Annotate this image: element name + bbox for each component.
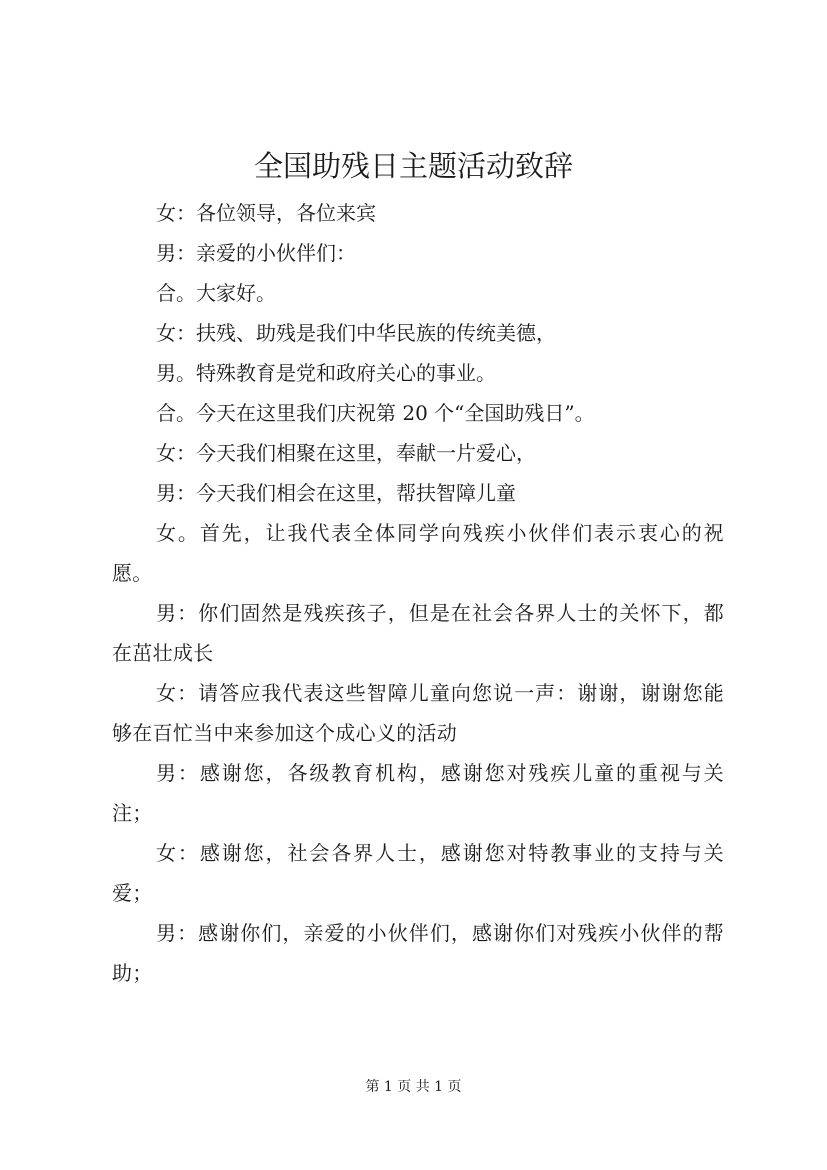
paragraph: 合。大家好。 — [156, 281, 276, 305]
paragraph: 女。首先，让我代表全体同学向残疾小伙伴们表示衷心的祝愿。 — [112, 521, 724, 585]
paragraph: 女：感谢您，社会各界人士，感谢您对特教事业的支持与关爱； — [112, 841, 724, 905]
paragraph: 男：亲爱的小伙伴们： — [156, 241, 356, 265]
paragraph: 男：感谢您，各级教育机构，感谢您对残疾儿童的重视与关注； — [112, 761, 724, 825]
paragraph: 男：今天我们相会在这里，帮扶智障儿童 — [156, 481, 516, 505]
page-footer: 第 1 页 共 1 页 — [365, 1079, 462, 1095]
paragraph: 女：请答应我代表这些智障儿童向您说一声：谢谢，谢谢您能够在百忙当中来参加这个成心义的活动 — [112, 681, 724, 745]
document-body — [112, 193, 724, 993]
paragraph: 男：感谢你们，亲爱的小伙伴们，感谢你们对残疾小伙伴的帮助； — [112, 921, 724, 985]
paragraph: 女：扶残、助残是我们中华民族的传统美德， — [156, 321, 556, 345]
paragraph: 女：各位领导，各位来宾 — [156, 201, 376, 225]
paragraph: 合。今天在这里我们庆祝第 20 个“全国助残日”。 — [156, 401, 595, 425]
document-title: 全国助残日主题活动致辞 — [253, 149, 573, 183]
paragraph: 男。特殊教育是党和政府关心的事业。 — [156, 361, 496, 385]
paragraph: 女：今天我们相聚在这里，奉献一片爱心， — [156, 441, 536, 465]
paragraph: 男：你们固然是残疾孩子，但是在社会各界人士的关怀下，都在茁壮成长 — [112, 601, 724, 665]
